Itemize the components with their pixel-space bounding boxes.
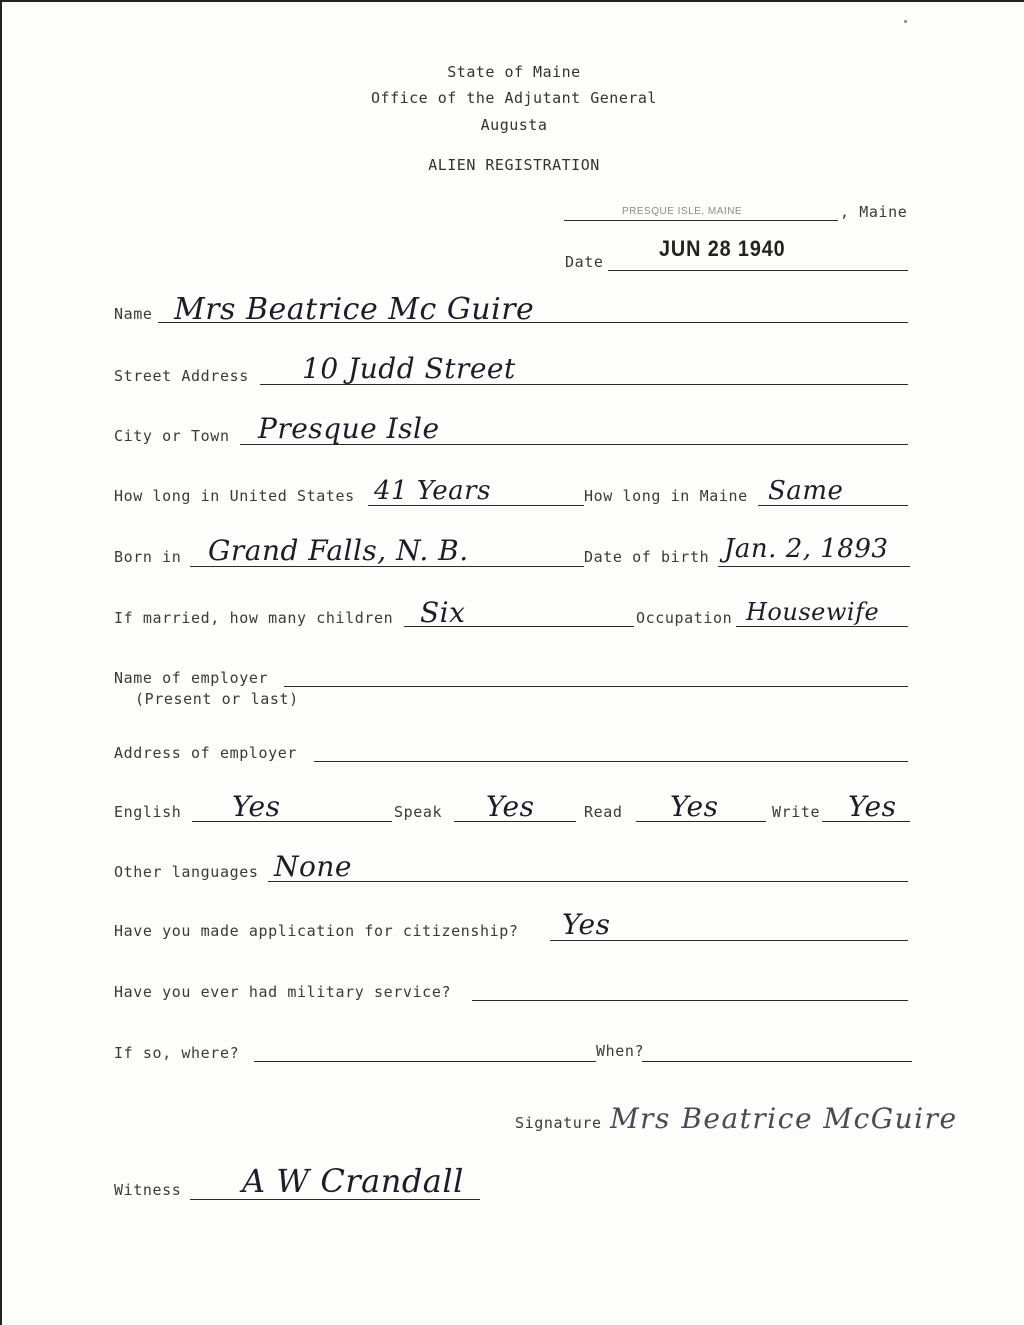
- place-stamp: PRESQUE ISLE, MAINE: [622, 206, 743, 217]
- witness-label: Witness: [114, 1181, 182, 1199]
- date-of-birth-label: Date of birth: [584, 548, 710, 566]
- header-office: Office of the Adjutant General: [371, 89, 657, 107]
- write-value[interactable]: Yes: [848, 790, 897, 823]
- name-value[interactable]: Mrs Beatrice Mc Guire: [174, 292, 535, 327]
- city-line: [240, 444, 908, 445]
- how-long-us-line: [368, 505, 584, 506]
- employer-name-label: Name of employer: [114, 669, 269, 687]
- read-label: Read: [584, 803, 623, 821]
- form-title: ALIEN REGISTRATION: [428, 156, 600, 174]
- witness-value[interactable]: A W Crandall: [242, 1162, 464, 1200]
- how-long-us-value[interactable]: 41 Years: [374, 476, 491, 506]
- how-long-maine-value[interactable]: Same: [768, 476, 844, 506]
- read-line: [636, 821, 766, 822]
- speak-label: Speak: [394, 803, 443, 821]
- name-label: Name: [114, 305, 153, 323]
- occupation-value[interactable]: Housewife: [746, 598, 880, 626]
- city-label: City or Town: [114, 427, 230, 445]
- street-address-label: Street Address: [114, 367, 249, 385]
- english-value[interactable]: Yes: [232, 790, 281, 823]
- citizenship-value[interactable]: Yes: [562, 908, 611, 941]
- english-label: English: [114, 803, 182, 821]
- paper-speck: [904, 20, 907, 23]
- when-line: [642, 1061, 912, 1062]
- date-stamp: JUN 28 1940: [659, 236, 786, 261]
- how-long-us-label: How long in United States: [114, 487, 355, 505]
- born-in-label: Born in: [114, 548, 182, 566]
- place-suffix-label: , Maine: [840, 203, 908, 221]
- children-label: If married, how many children: [114, 609, 394, 627]
- name-line: [158, 322, 908, 323]
- occupation-label: Occupation: [636, 609, 733, 627]
- other-languages-label: Other languages: [114, 863, 259, 881]
- street-address-line: [260, 384, 908, 385]
- how-long-maine-line: [758, 505, 908, 506]
- write-label: Write: [772, 803, 821, 821]
- date-label: Date: [565, 253, 604, 271]
- place-line: [564, 220, 838, 221]
- header-city: Augusta: [480, 116, 548, 134]
- date-of-birth-value[interactable]: Jan. 2, 1893: [724, 534, 889, 564]
- speak-line: [454, 821, 576, 822]
- date-of-birth-line: [718, 566, 910, 567]
- write-line: [822, 821, 910, 822]
- speak-value[interactable]: Yes: [486, 790, 535, 823]
- city-value[interactable]: Presque Isle: [258, 412, 440, 445]
- employer-name-sublabel: (Present or last): [135, 690, 299, 708]
- children-value[interactable]: Six: [420, 596, 466, 629]
- military-line: [472, 1000, 908, 1001]
- read-value[interactable]: Yes: [670, 790, 719, 823]
- occupation-line: [736, 626, 908, 627]
- employer-name-line: [284, 686, 908, 687]
- date-line: [608, 270, 908, 271]
- military-label: Have you ever had military service?: [114, 983, 452, 1001]
- signature-value[interactable]: Mrs Beatrice McGuire: [610, 1102, 958, 1135]
- employer-address-line: [314, 761, 908, 762]
- other-languages-value[interactable]: None: [274, 850, 352, 883]
- if-so-where-label: If so, where?: [114, 1044, 240, 1062]
- english-line: [192, 821, 392, 822]
- citizenship-line: [550, 940, 908, 941]
- children-line: [404, 626, 634, 627]
- if-so-where-line: [254, 1061, 596, 1062]
- other-languages-line: [268, 881, 908, 882]
- how-long-maine-label: How long in Maine: [584, 487, 748, 505]
- header-state: State of Maine: [447, 63, 581, 81]
- signature-label: Signature: [515, 1114, 602, 1132]
- street-address-value[interactable]: 10 Judd Street: [302, 352, 516, 385]
- citizenship-label: Have you made application for citizenship?: [114, 922, 519, 940]
- witness-line: [190, 1199, 480, 1200]
- born-in-line: [190, 566, 584, 567]
- born-in-value[interactable]: Grand Falls, N. B.: [208, 534, 469, 567]
- when-label: When?: [596, 1042, 645, 1060]
- employer-address-label: Address of employer: [114, 744, 297, 762]
